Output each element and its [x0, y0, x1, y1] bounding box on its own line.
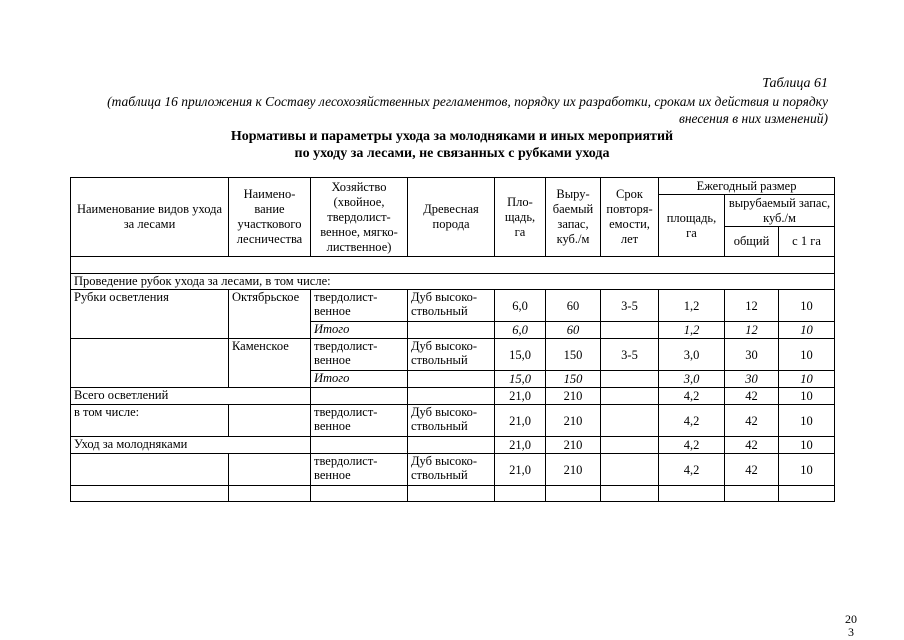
row-annual-total: 30: [725, 339, 779, 371]
total-area: 21,0: [495, 437, 546, 454]
subtotal-label: Итого: [311, 322, 408, 339]
row-annual-per-ha: 10: [779, 339, 835, 371]
row-annual-area: 4,2: [659, 454, 725, 486]
header-type: Наименование видов ухода за лесами: [71, 178, 229, 257]
header-annual: Ежегодный размер: [659, 178, 835, 195]
row-area: 15,0: [495, 339, 546, 371]
subtotal-annual-per-ha: 10: [779, 371, 835, 388]
total-empty: [311, 388, 408, 405]
header-species: Древесная порода: [408, 178, 495, 257]
row-stock: 60: [546, 290, 601, 322]
row-forestry-empty: [229, 405, 311, 437]
total-empty: [408, 437, 495, 454]
subtotal-annual-per-ha: 10: [779, 322, 835, 339]
empty-cell: [659, 486, 725, 502]
table-title: [70, 128, 834, 162]
row-annual-per-ha: 10: [779, 405, 835, 437]
row-economy: твердолист-венное: [311, 405, 408, 437]
empty-cell: [601, 486, 659, 502]
header-stock: Выру-баемый запас, куб./м: [546, 178, 601, 257]
header-period: Срок повторя-емости, лет: [601, 178, 659, 257]
total-annual-total: 42: [725, 388, 779, 405]
empty-cell: [71, 486, 229, 502]
total-stock: 210: [546, 437, 601, 454]
empty-cell: [495, 486, 546, 502]
header-per-ha: с 1 га: [779, 227, 835, 257]
row-stock: 150: [546, 339, 601, 371]
total-annual-per-ha: 10: [779, 388, 835, 405]
row-period: 3-5: [601, 290, 659, 322]
row-area: 6,0: [495, 290, 546, 322]
row-annual-total: 42: [725, 405, 779, 437]
row-annual-area: 3,0: [659, 339, 725, 371]
row-area: 21,0: [495, 454, 546, 486]
row-stock: 210: [546, 405, 601, 437]
empty-cell: [408, 486, 495, 502]
header-forestry: Наимено-вание участкового лесничества: [229, 178, 311, 257]
row-stock: 210: [546, 454, 601, 486]
total-annual-area: 4,2: [659, 437, 725, 454]
table-label: Таблица 61: [762, 76, 828, 91]
row-economy: твердолист-венное: [311, 290, 408, 322]
row-annual-area: 4,2: [659, 405, 725, 437]
total-annual-per-ha: 10: [779, 437, 835, 454]
row-economy: твердолист-венное: [311, 339, 408, 371]
subtotal-empty: [408, 322, 495, 339]
row-area: 21,0: [495, 405, 546, 437]
row-forestry: Октябрьское: [229, 290, 311, 339]
page-number: 20 3: [845, 612, 857, 639]
total-empty: [311, 437, 408, 454]
subtotal-stock: 150: [546, 371, 601, 388]
row-annual-per-ha: 10: [779, 454, 835, 486]
row-annual-total: 12: [725, 290, 779, 322]
title-line-2: по уходу за лесами, не связанных с рубками ухода: [294, 146, 610, 161]
header-annual-stock: вырубаемый запас, куб./м: [725, 195, 835, 227]
empty-cell: [779, 486, 835, 502]
total-annual-total: 42: [725, 437, 779, 454]
subtotal-annual-total: 12: [725, 322, 779, 339]
row-species: Дуб высоко-ствольный: [408, 339, 495, 371]
total-area: 21,0: [495, 388, 546, 405]
subtotal-area: 6,0: [495, 322, 546, 339]
subtotal-area: 15,0: [495, 371, 546, 388]
section-title: Проведение рубок ухода за лесами, в том числе:: [71, 274, 835, 290]
total-annual-area: 4,2: [659, 388, 725, 405]
row-species: Дуб высоко-ствольный: [408, 290, 495, 322]
row-period: 3-5: [601, 339, 659, 371]
header-total: общий: [725, 227, 779, 257]
row-period-empty: [601, 405, 659, 437]
row-period-empty: [601, 454, 659, 486]
empty-cell: [311, 486, 408, 502]
total-label: Всего осветлений: [71, 388, 311, 405]
empty-cell: [546, 486, 601, 502]
norms-table: [70, 177, 835, 502]
row-species: Дуб высоко-ствольный: [408, 405, 495, 437]
subtotal-annual-total: 30: [725, 371, 779, 388]
subtotal-annual-area: 1,2: [659, 322, 725, 339]
empty-cell: [725, 486, 779, 502]
total-label: Уход за молодняками: [71, 437, 311, 454]
subtotal-stock: 60: [546, 322, 601, 339]
row-type-empty: [71, 339, 229, 388]
header-annual-area: площадь, га: [659, 195, 725, 257]
total-empty: [601, 388, 659, 405]
total-stock: 210: [546, 388, 601, 405]
row-annual-total: 42: [725, 454, 779, 486]
row-annual-area: 1,2: [659, 290, 725, 322]
row-forestry: Каменское: [229, 339, 311, 388]
subtotal-label: Итого: [311, 371, 408, 388]
subtotal-annual-area: 3,0: [659, 371, 725, 388]
empty-cell: [229, 486, 311, 502]
row-type: Рубки осветления: [71, 290, 229, 339]
row-species: Дуб высоко-ствольный: [408, 454, 495, 486]
total-empty: [601, 437, 659, 454]
subtotal-empty: [601, 322, 659, 339]
subtotal-empty: [408, 371, 495, 388]
total-empty: [408, 388, 495, 405]
row-type-empty: [71, 454, 229, 486]
row-annual-per-ha: 10: [779, 290, 835, 322]
title-line-1: Нормативы и параметры ухода за молодняками и иных мероприятий: [230, 129, 674, 144]
table-note: (таблица 16 приложения к Составу лесохозяйственных регламентов, порядку их разработки, срокам их действия и порядку внесения в них изменений): [107, 94, 828, 126]
row-type: в том числе:: [71, 405, 229, 437]
header-economy: Хозяйство (хвойное, твердолист-венное, мягко-лиственное): [311, 178, 408, 257]
row-economy: твердолист-венное: [311, 454, 408, 486]
row-forestry-empty: [229, 454, 311, 486]
empty-row: [71, 257, 835, 274]
header-area: Пло-щадь, га: [495, 178, 546, 257]
subtotal-empty: [601, 371, 659, 388]
